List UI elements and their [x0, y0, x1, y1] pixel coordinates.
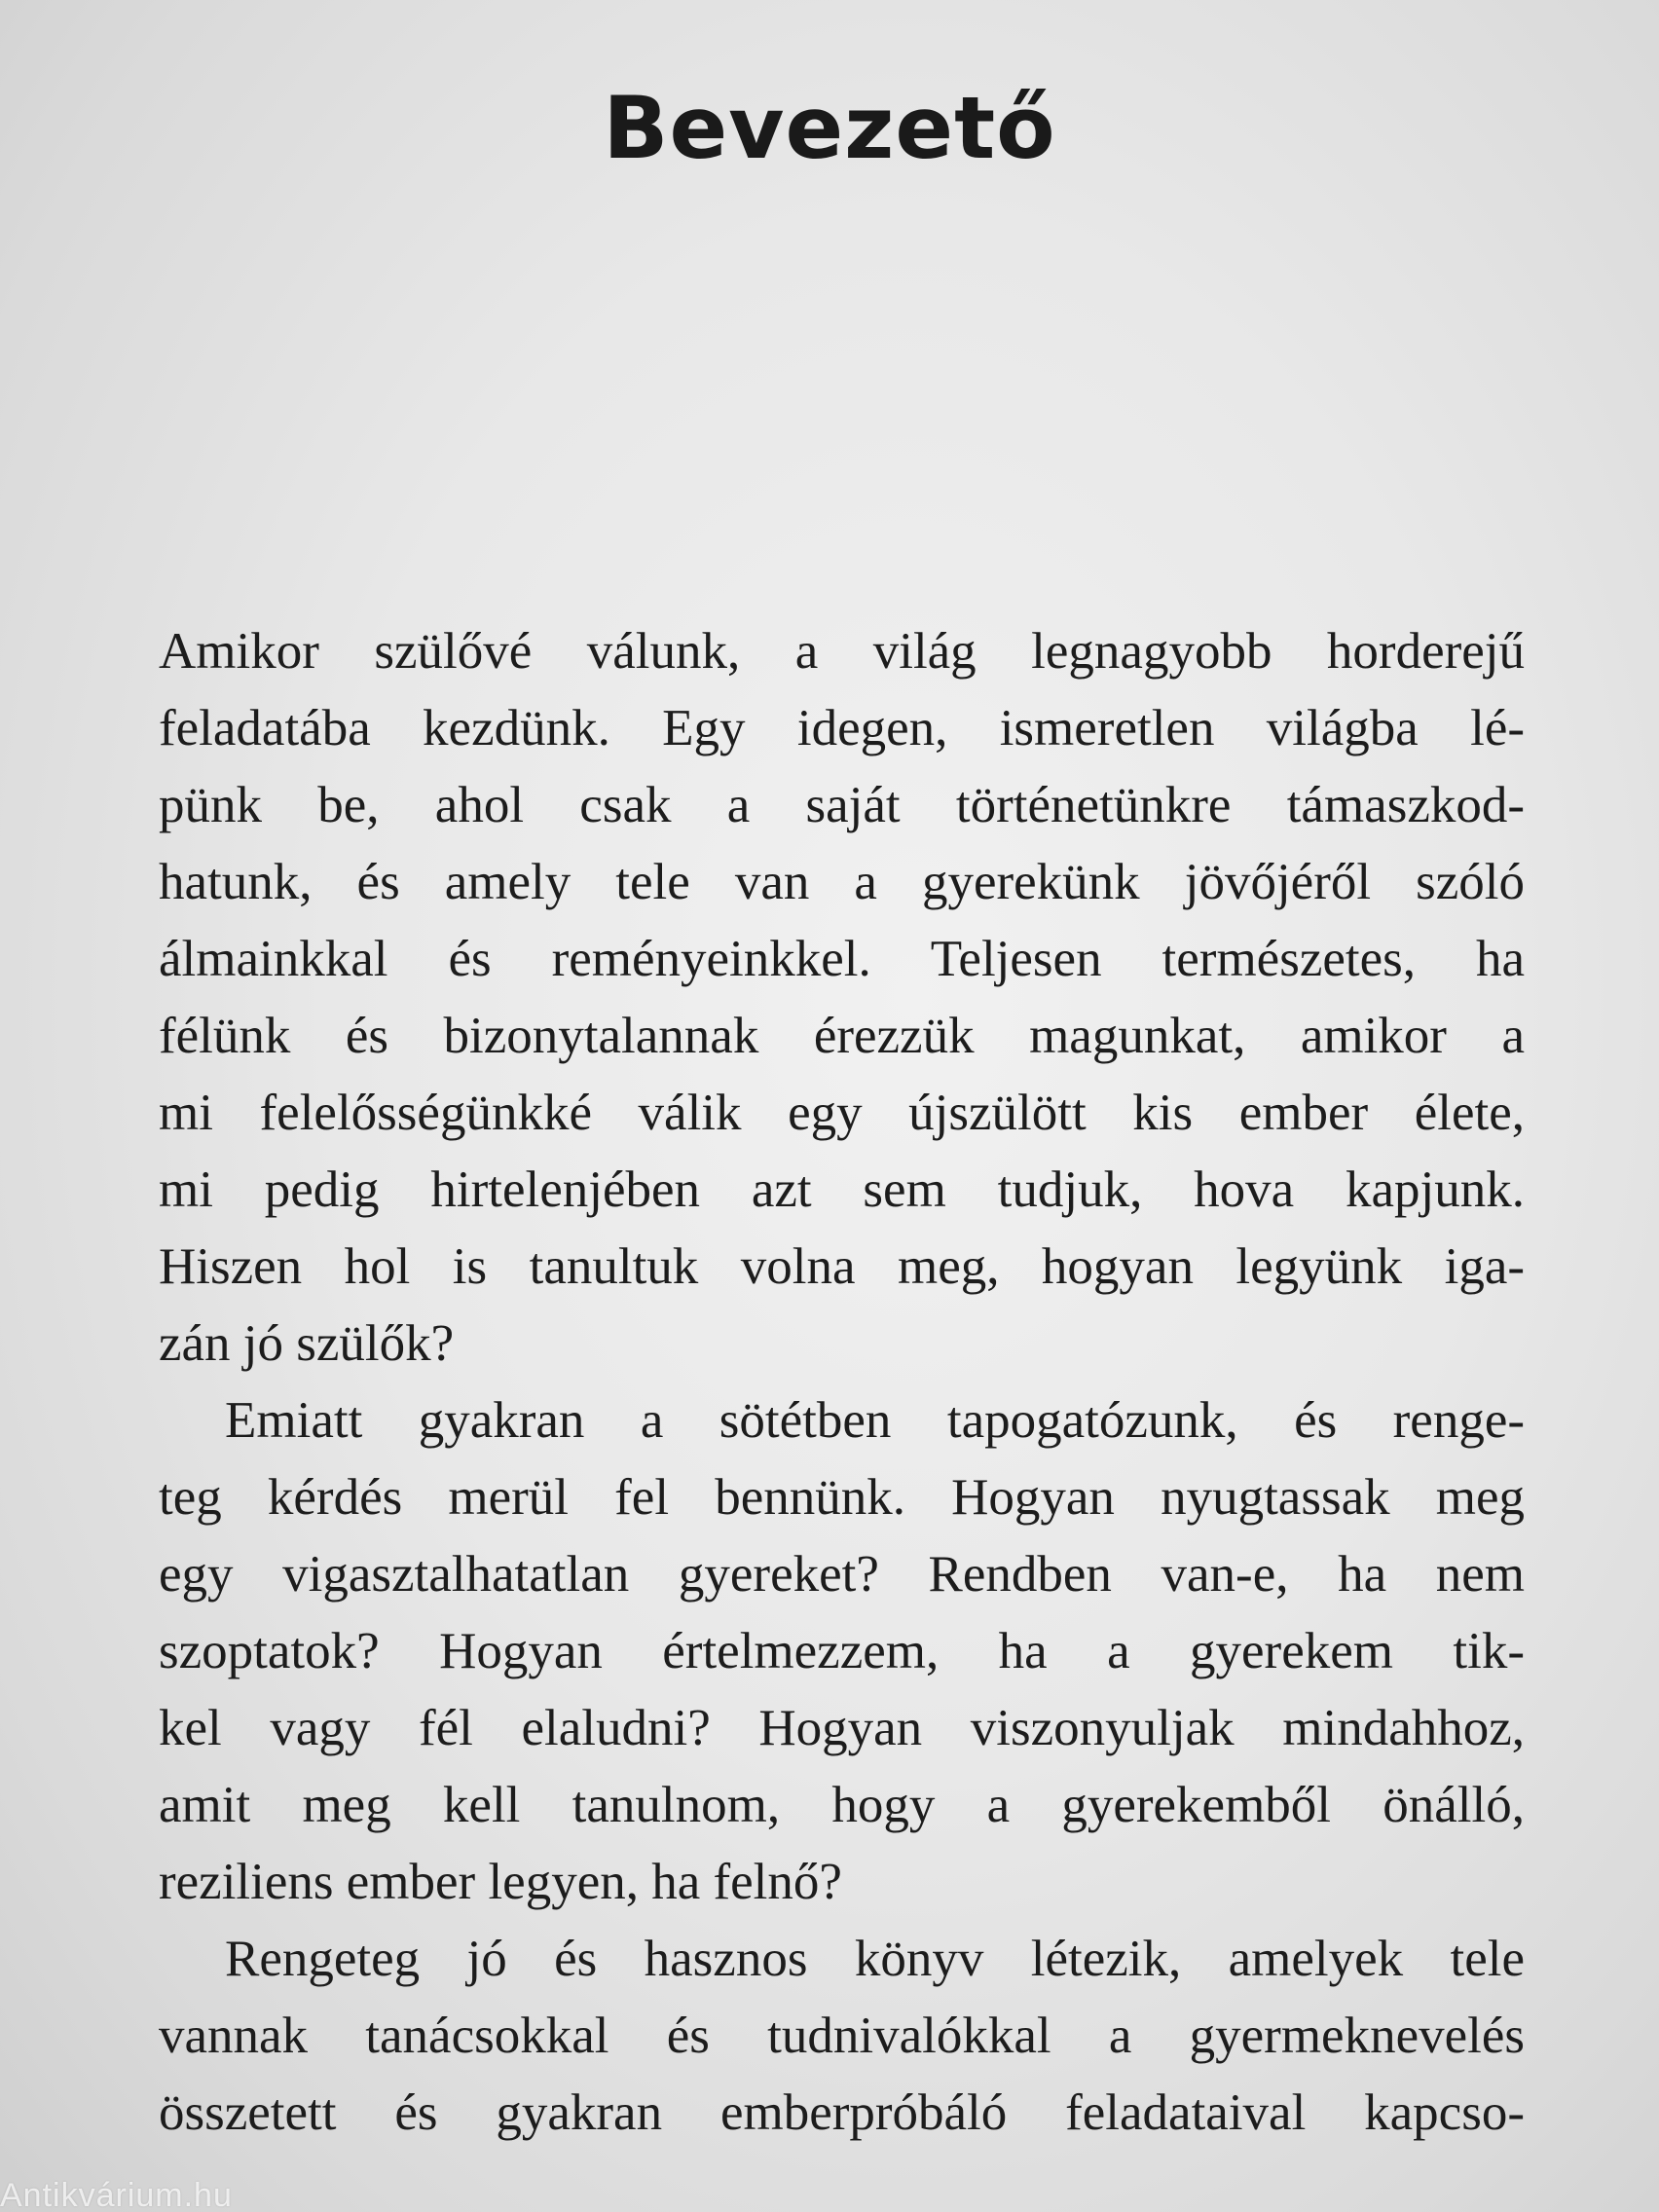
text-line: hatunk, és amely tele van a gyerekünk jövőjéről szóló: [159, 854, 1525, 910]
text-line: mi pedig hirtelenjében azt sem tudjuk, hova kapjunk.: [159, 1161, 1525, 1218]
text-line: zán jó szülők?: [159, 1315, 455, 1372]
text-line: Amikor szülővé válunk, a világ legnagyobb horderejű: [159, 623, 1525, 680]
text-line: kel vagy fél elaludni? Hogyan viszonyuljak mindahhoz,: [159, 1700, 1525, 1756]
text-line: Hiszen hol is tanultuk volna meg, hogyan legyünk iga-: [159, 1238, 1525, 1295]
text-line: vannak tanácsokkal és tudnivalókkal a gyermeknevelés: [159, 2008, 1525, 2064]
text-line: Rengeteg jó és hasznos könyv létezik, amelyek tele: [225, 1931, 1525, 1987]
text-line: pünk be, ahol csak a saját történetünkre támaszkod-: [159, 777, 1525, 833]
text-line: összetett és gyakran emberpróbáló feladataival kapcso-: [159, 2084, 1525, 2141]
text-line: teg kérdés merül fel bennünk. Hogyan nyugtassak meg: [159, 1469, 1525, 1526]
chapter-title: Bevezető: [603, 77, 1056, 178]
text-line: álmainkkal és reményeinkkel. Teljesen természetes, ha: [159, 931, 1525, 987]
paragraph-1: [159, 613, 1525, 1382]
text-line: egy vigasztalhatatlan gyereket? Rendben van-e, ha nem: [159, 1546, 1525, 1603]
watermark: Antikvárium.hu: [0, 2177, 233, 2212]
paragraph-3: [159, 1921, 1525, 2152]
chapter-body: [159, 613, 1525, 2152]
text-line: feladatába kezdünk. Egy idegen, ismeretlen világba lé-: [159, 700, 1525, 756]
text-line: amit meg kell tanulnom, hogy a gyerekemből önálló,: [159, 1777, 1525, 1833]
text-line: Emiatt gyakran a sötétben tapogatózunk, és renge-: [225, 1392, 1525, 1449]
text-line: félünk és bizonytalannak érezzük magunkat, amikor a: [159, 1008, 1525, 1064]
text-line: reziliens ember legyen, ha felnő?: [159, 1854, 842, 1910]
text-line: szoptatok? Hogyan értelmezzem, ha a gyerekem tik-: [159, 1623, 1525, 1679]
text-line: mi felelősségünkké válik egy újszülött kis ember élete,: [159, 1085, 1525, 1141]
paragraph-2: [159, 1382, 1525, 1921]
